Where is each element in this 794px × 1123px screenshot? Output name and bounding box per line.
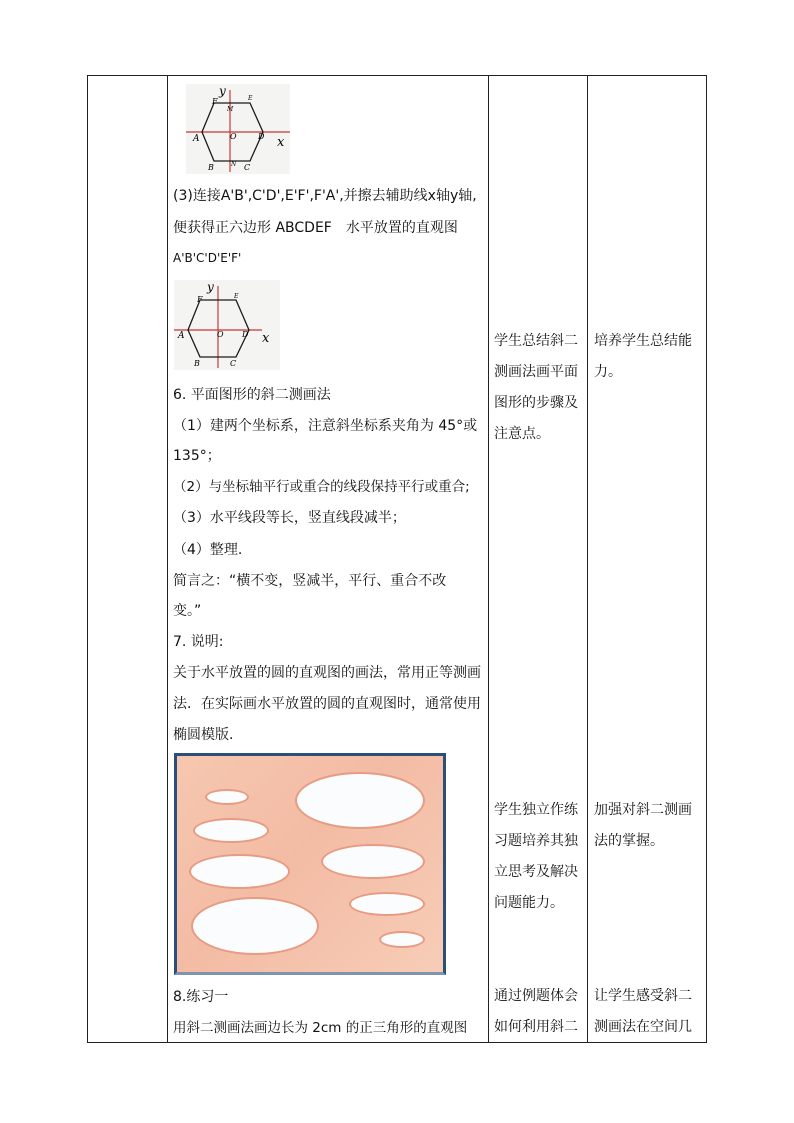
label-b: B bbox=[194, 359, 200, 368]
ellipse-cutout bbox=[189, 854, 290, 889]
column-divider bbox=[488, 76, 489, 1042]
ellipse-cutout bbox=[295, 772, 425, 829]
section-7-text-1: 关于水平放置的圆的直观图的画法，常用正等测画 bbox=[173, 665, 481, 681]
label-m: M bbox=[227, 106, 234, 113]
design-intent-example: 让学生感受斜二测画法在空间几 bbox=[594, 988, 692, 1035]
label-x: x bbox=[262, 331, 270, 346]
hexagon-figure-2 bbox=[174, 280, 280, 370]
student-activity-example: 通过例题体会如何利用斜二 bbox=[494, 988, 578, 1035]
ellipse-cutout bbox=[349, 892, 425, 916]
section-6-item-3: （3）水平线段等长，竖直线段减半； bbox=[173, 510, 406, 526]
column-divider bbox=[587, 76, 588, 1042]
label-a: A bbox=[193, 134, 200, 144]
ellipse-cutout bbox=[193, 818, 269, 843]
section-8-title: 8.练习一 bbox=[173, 989, 229, 1005]
summary-line-1: 简言之：“横不变，竖减半，平行、重合不改 bbox=[173, 573, 447, 589]
step3-line-3: A'B'C'D'E'F' bbox=[173, 251, 242, 265]
section-6-item-2: （2）与坐标轴平行或重合的线段保持平行或重合; bbox=[173, 479, 470, 495]
student-activity-exercise: 学生独立作练习题培养其独立思考及解决问题能力。 bbox=[494, 802, 578, 911]
section-7-text-2: 法．在实际画水平放置的圆的直观图时，通常使用 bbox=[173, 696, 481, 712]
label-n: N bbox=[231, 161, 237, 168]
label-c: C bbox=[244, 163, 251, 172]
label-d: D bbox=[258, 132, 265, 141]
section-8-text: 用斜二测画法画边长为 2cm 的正三角形的直观图 bbox=[173, 1020, 468, 1036]
ellipse-cutout bbox=[205, 789, 249, 805]
ellipse-template-image bbox=[174, 753, 446, 975]
design-intent-summary: 培养学生总结能力。 bbox=[594, 333, 692, 380]
ellipse-cutout bbox=[379, 931, 425, 948]
section-7-title: 7. 说明: bbox=[173, 634, 224, 650]
label-o: O bbox=[217, 330, 224, 339]
label-c: C bbox=[230, 359, 237, 368]
section-6-item-1-cont: 135°； bbox=[173, 448, 221, 464]
label-o: O bbox=[230, 132, 237, 141]
label-d: D bbox=[242, 330, 249, 339]
label-f: F bbox=[197, 295, 203, 304]
step3-line-2: 便获得正六边形 ABCDEF 水平放置的直观图 bbox=[173, 220, 458, 236]
section-7-text-3: 椭圆模版. bbox=[173, 727, 234, 743]
student-activity-summary: 学生总结斜二测画法画平面图形的步骤及注意点。 bbox=[494, 333, 578, 442]
label-e: E bbox=[248, 95, 253, 102]
section-6-item-1: （1）建两个坐标系，注意斜坐标系夹角为 45°或 bbox=[173, 418, 478, 434]
label-y: y bbox=[219, 84, 226, 98]
label-y: y bbox=[207, 280, 214, 294]
summary-line-2: 变。” bbox=[173, 603, 202, 619]
label-a: A bbox=[178, 331, 185, 341]
label-f: F bbox=[212, 97, 218, 106]
column-divider bbox=[167, 76, 168, 1042]
label-e: E bbox=[234, 293, 239, 300]
section-6-title: 6. 平面图形的斜二测画法 bbox=[173, 387, 331, 403]
ellipse-cutout bbox=[191, 897, 319, 955]
label-b: B bbox=[208, 163, 214, 172]
section-6-item-4: （4）整理. bbox=[173, 542, 243, 558]
ellipse-cutout bbox=[321, 844, 425, 879]
step3-line-1: (3)连接A'B',C'D',E'F',F'A',并擦去辅助线x轴y轴, bbox=[173, 188, 477, 204]
label-x: x bbox=[277, 135, 285, 150]
design-intent-exercise: 加强对斜二测画法的掌握。 bbox=[594, 802, 692, 849]
hexagon-figure-1 bbox=[186, 84, 290, 174]
